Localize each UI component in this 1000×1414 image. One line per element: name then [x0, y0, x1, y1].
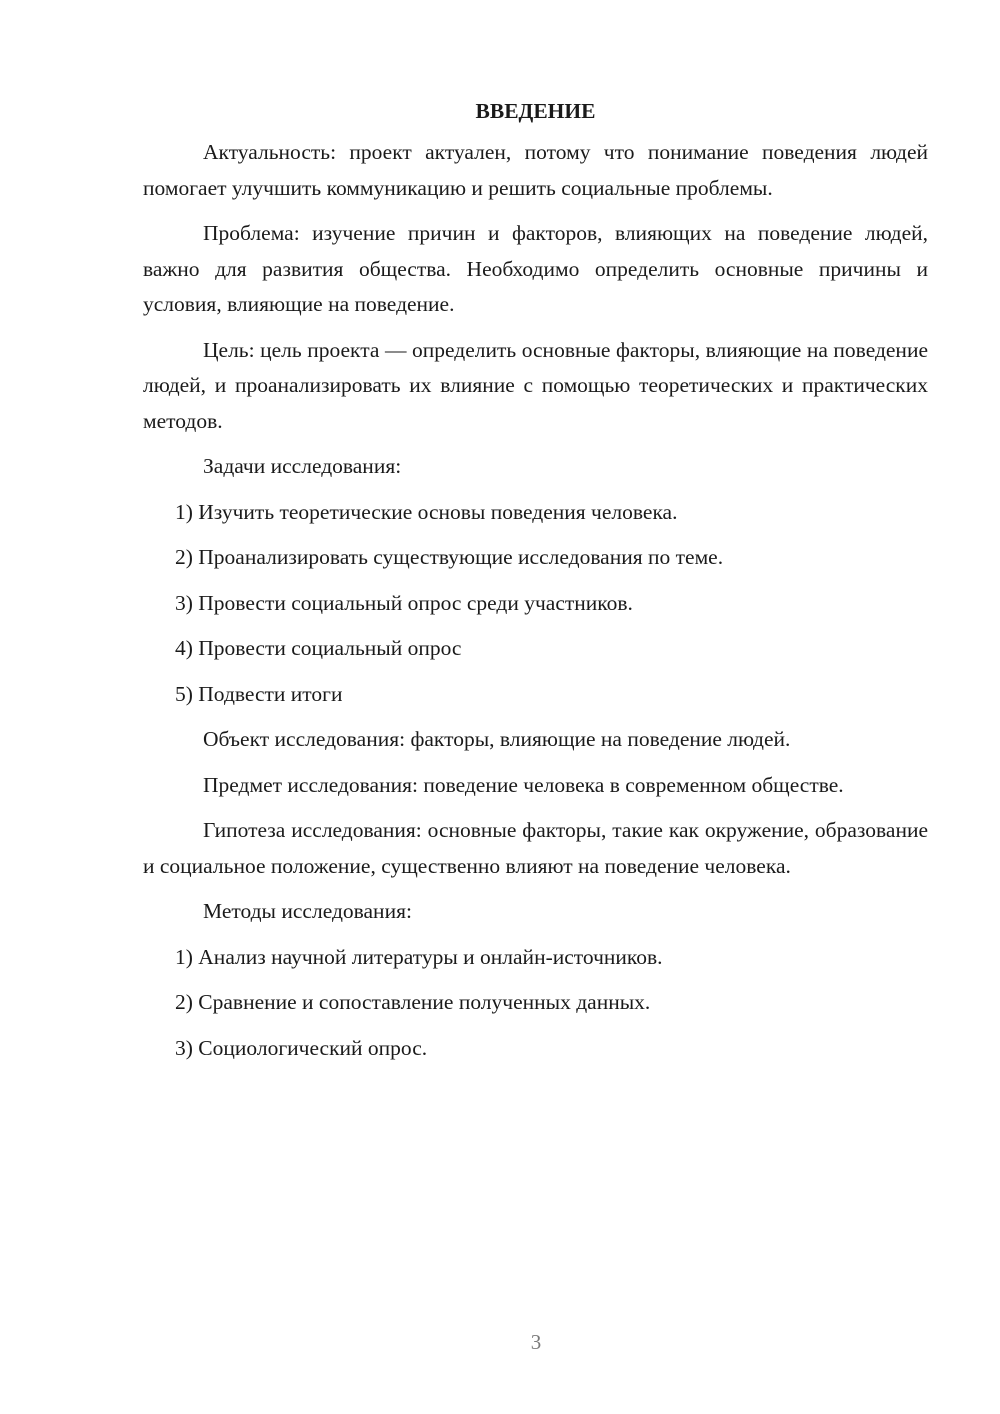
- method-item: 2) Сравнение и сопоставление полученных данных.: [175, 990, 651, 1014]
- methods-heading: Методы исследования:: [203, 899, 412, 923]
- problem-paragraph: Проблема: изучение причин и факторов, влияющих на поведение людей, важно для развития общества. Необходимо определить основные причины и условия, влияющие на поведение.: [143, 221, 928, 316]
- page-number: 3: [530, 1330, 542, 1354]
- task-item: 5) Подвести итоги: [175, 681, 343, 706]
- relevance-paragraph: Актуальность: проект актуален, потому что понимание поведения людей помогает улучшить коммуникацию и решить социальные проблемы.: [143, 140, 928, 200]
- method-item: 3) Социологический опрос.: [175, 1035, 428, 1060]
- task-item: 3) Провести социальный опрос среди участников.: [175, 590, 633, 615]
- method-item: 1) Анализ научной литературы и онлайн-источников.: [175, 944, 663, 969]
- tasks-heading: Задачи исследования:: [203, 454, 402, 478]
- task-item: 1) Изучить теоретические основы поведения человека.: [175, 499, 678, 524]
- goal-paragraph: Цель: цель проекта — определить основные факторы, влияющие на поведение людей, и проанализировать их влияние с помощью теоретических и практических методов.: [143, 337, 928, 433]
- task-item: 4) Провести социальный опрос: [175, 636, 462, 660]
- hypothesis-paragraph: Гипотеза исследования: основные факторы, такие как окружение, образование и социальное положение, существенно влияют на поведение человека.: [143, 818, 928, 878]
- object-paragraph: Объект исследования: факторы, влияющие на поведение людей.: [203, 727, 791, 751]
- task-item: 2) Проанализировать существующие исследования по теме.: [175, 545, 724, 569]
- document-body: [143, 96, 928, 1076]
- subject-paragraph: Предмет исследования: поведение человека в современном обществе.: [203, 772, 844, 797]
- page-title: ВВЕДЕНИЕ: [475, 99, 596, 123]
